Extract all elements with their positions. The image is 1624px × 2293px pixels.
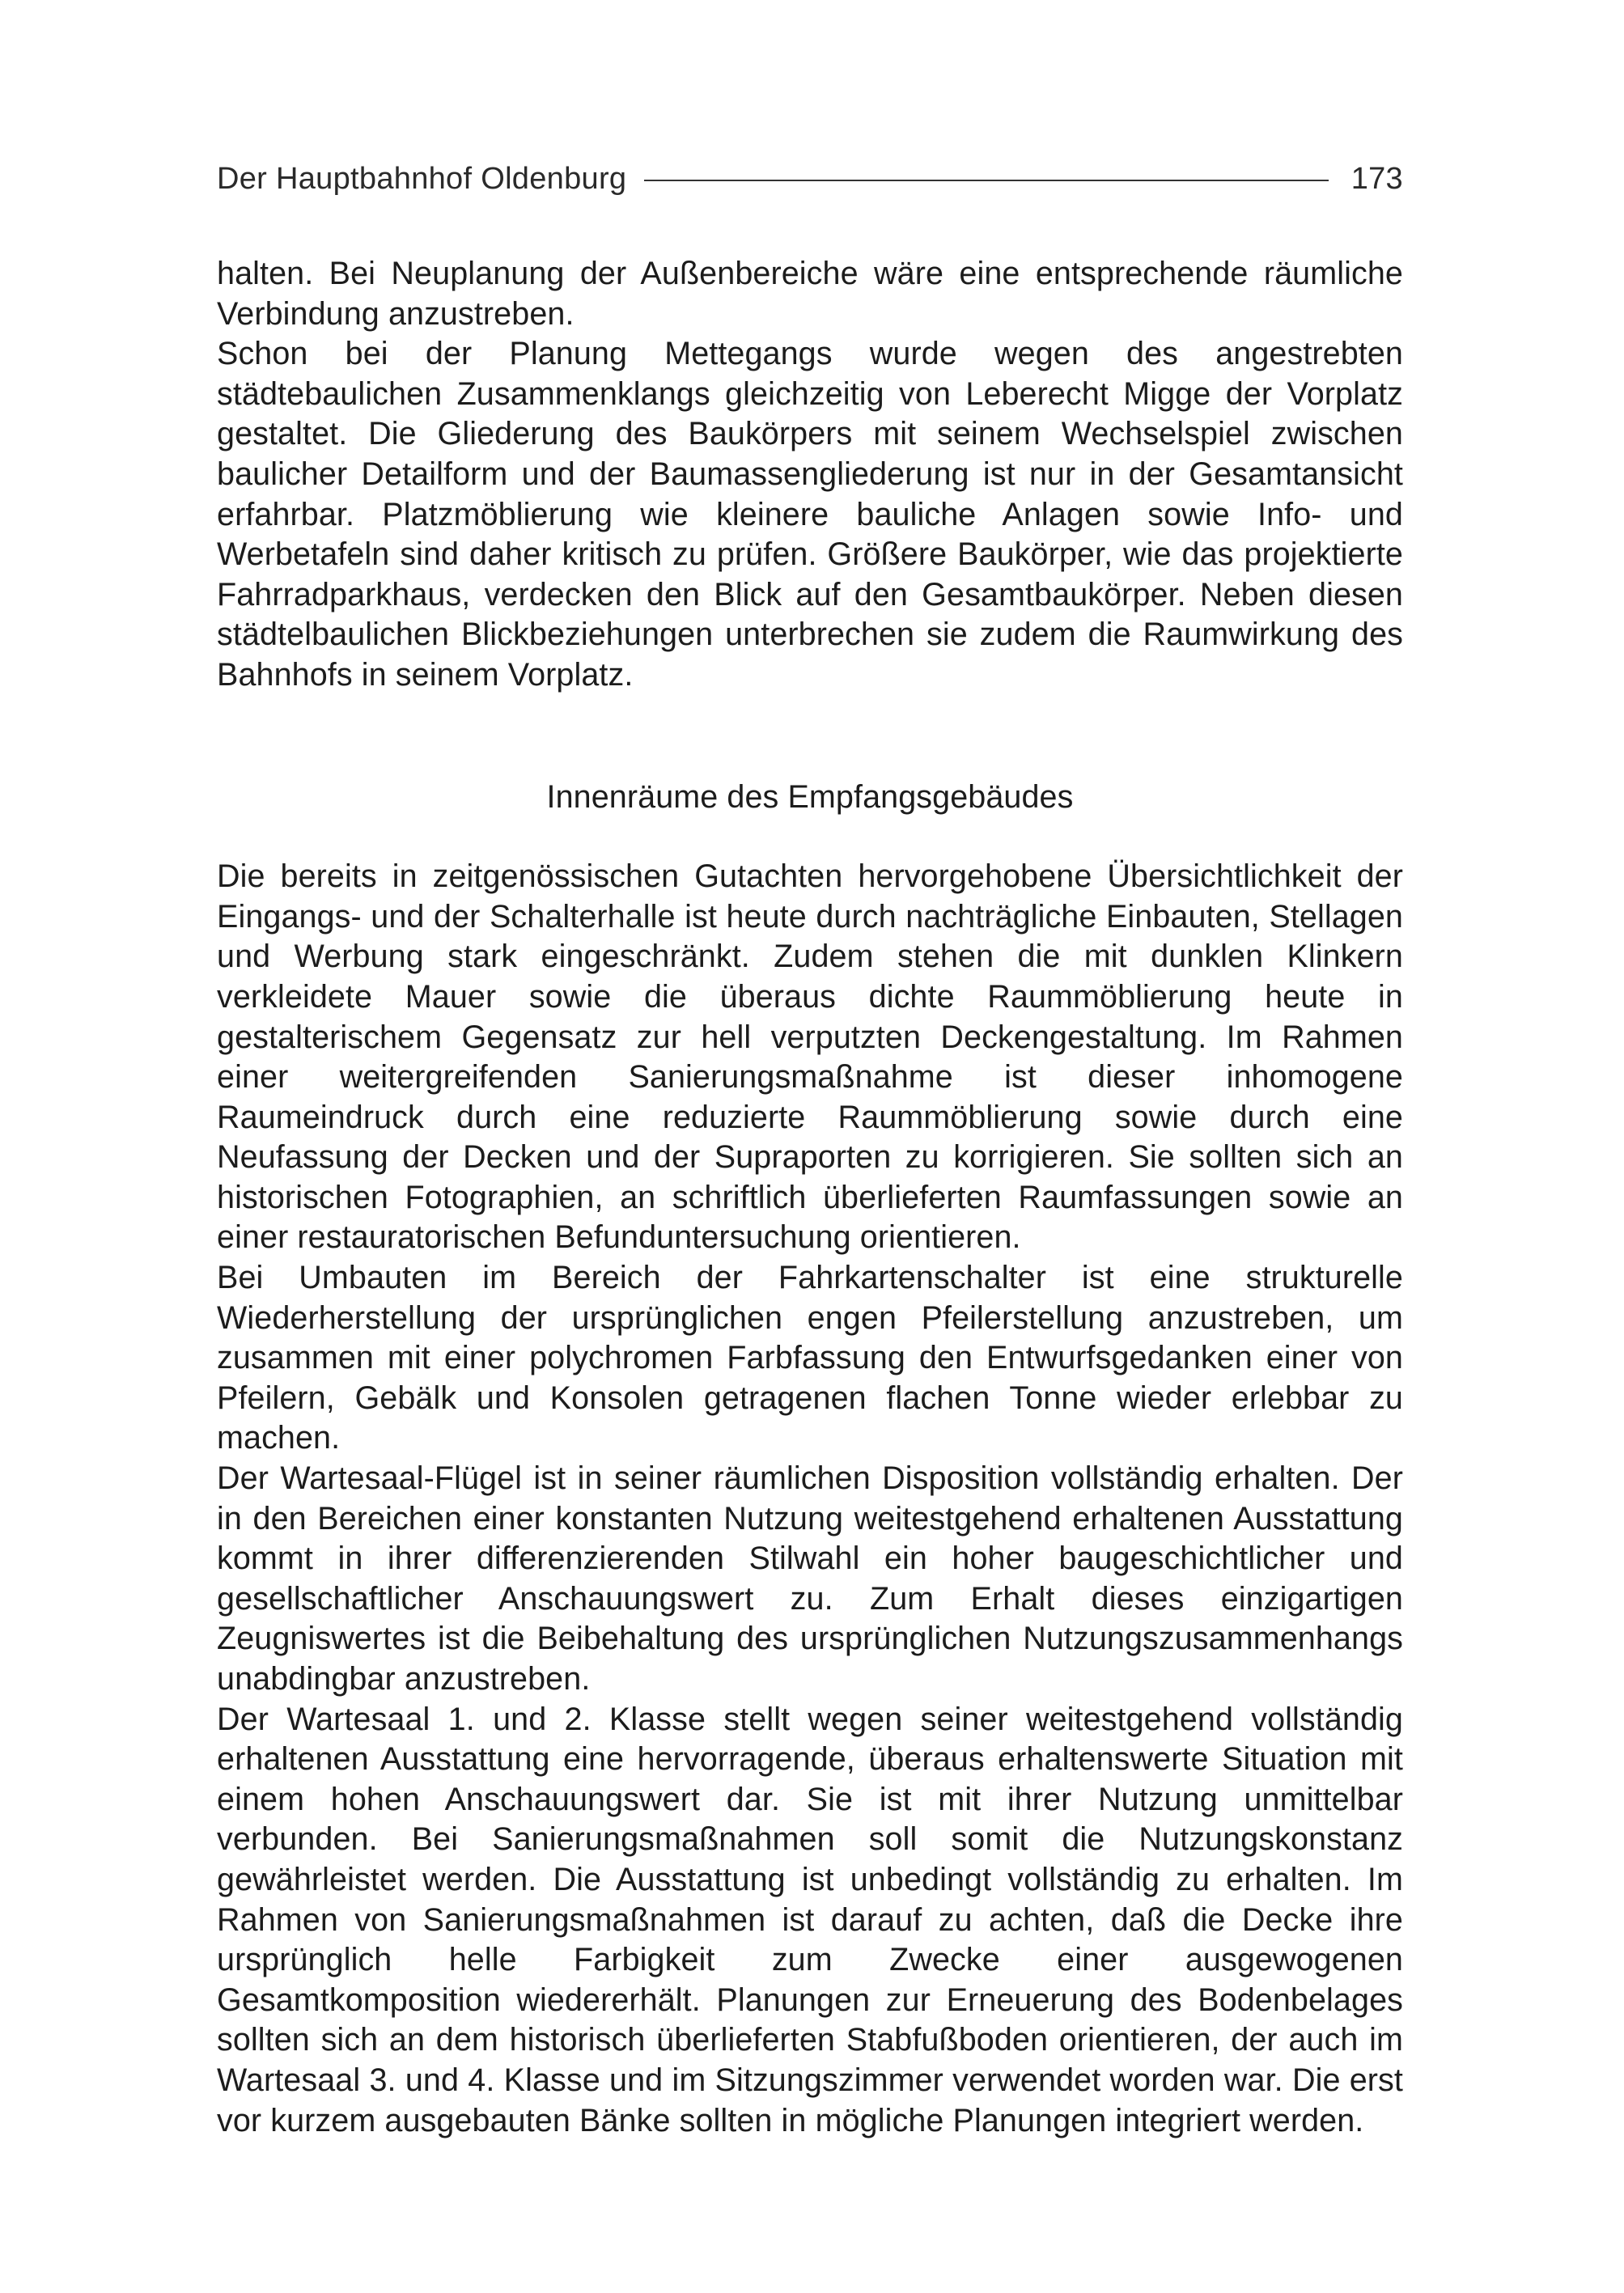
paragraph: Der Wartesaal 1. und 2. Klasse stellt wegen seiner weitestgehend vollständig erhaltenen Ausstattung eine hervorragende, überaus erhaltenswerte Situation mit einem hohen Anschauungswert dar. Sie ist mit ihrer Nutzung unmittelbar verbunden. Bei Sanierungsmaßnahmen soll somit die Nutzungskonstanz gewährleistet werden. Die Ausstattung ist unbedingt vollständig zu erhalten. Im Rahmen von Sanierungsmaßnahmen ist darauf zu achten, daß die Decke ihre ursprünglich helle Farbigkeit zum Zwecke einer ausgewogenen Gesamtkomposition wiedererhält. Planungen zur Erneuerung des Bodenbelages sollten sich an dem historisch überlieferten Stabfußboden orientieren, der auch im Wartesaal 3. und 4. Klasse und im Sitzungszimmer verwendet worden war. Die erst vor kurzem ausgebauten Bänke sollten in mögliche Planungen integriert werden. xyxy=(217,1701,1403,2138)
paragraph: Bei Umbauten im Bereich der Fahrkartenschalter ist eine strukturelle Wiederherstellung der ursprünglichen engen Pfeilerstellung anzustreben, um zusammen mit einer polychromen Farbfassung den Entwurfsgedanken einer von Pfeilern, Gebälk und Konsolen getragenen flachen Tonne wieder erlebbar zu machen. xyxy=(217,1260,1403,1456)
paragraph: Die bereits in zeitgenössischen Gutachten hervorgehobene Übersichtlichkeit der Eingangs- und der Schalterhalle ist heute durch nachträgliche Einbauten, Stellagen und Werbung stark eingeschränkt. Zudem stehen die mit dunklen Klinkern verkleidete Mauer sowie die überaus dichte Raummöblierung heute in gestalterischem Gegensatz zur hell verputzten Deckengestaltung. Im Rahmen einer weitergreifenden Sanierungsmaßnahme ist dieser inhomogene Raumeindruck durch eine reduzierte Raummöblierung sowie durch eine Neufassung der Decken und der Supraporten zu korrigieren. Sie sollten sich an historischen Fotographien, an schriftlich überlieferten Raumfassungen sowie an einer restauratorischen Befunduntersuchung orientieren. xyxy=(217,858,1403,1256)
section-heading: Innenräume des Empfangsgebäudes xyxy=(546,778,1074,815)
main-text xyxy=(217,254,1403,2141)
paragraph: Der Wartesaal-Flügel ist in seiner räumlichen Disposition vollständig erhalten. Der in den Bereichen einer konstanten Nutzung weitestgehend erhaltenen Ausstattung kommt in ihrer differenzierenden Stilwahl ein hoher baugeschichtlicher und gesellschaftlicher Anschauungswert zu. Zum Erhalt dieses einzigartigen Zeugniswertes ist die Beibehaltung des ursprünglichen Nutzungszusammenhangs unabdingbar anzustreben. xyxy=(217,1460,1403,1697)
book-page xyxy=(217,154,1403,2141)
paragraph: halten. Bei Neuplanung der Außenbereiche wäre eine entsprechende räumliche Verbindung anzustreben. xyxy=(217,256,1403,332)
header-rule xyxy=(644,180,1328,181)
running-header xyxy=(217,154,1403,204)
page-number: 173 xyxy=(1351,161,1403,196)
running-title: Der Hauptbahnhof Oldenburg xyxy=(217,161,627,196)
paragraph: Schon bei der Planung Mettegangs wurde wegen des angestrebten städtebaulichen Zusammenklangs gleichzeitig von Leberecht Migge der Vorplatz gestaltet. Die Gliederung des Baukörpers mit seinem Wechselspiel zwischen baulicher Detailform und der Baumassengliederung ist nur in der Gesamtansicht erfahrbar. Platzmöblierung wie kleinere bauliche Anlagen sowie Info- und Werbetafeln sind daher kritisch zu prüfen. Größere Baukörper, wie das projektierte Fahrradparkhaus, verdecken den Blick auf den Gesamtbaukörper. Neben diesen städtelbaulichen Blickbeziehungen unterbrechen sie zudem die Raumwirkung des Bahnhofs in seinem Vorplatz. xyxy=(217,336,1403,693)
